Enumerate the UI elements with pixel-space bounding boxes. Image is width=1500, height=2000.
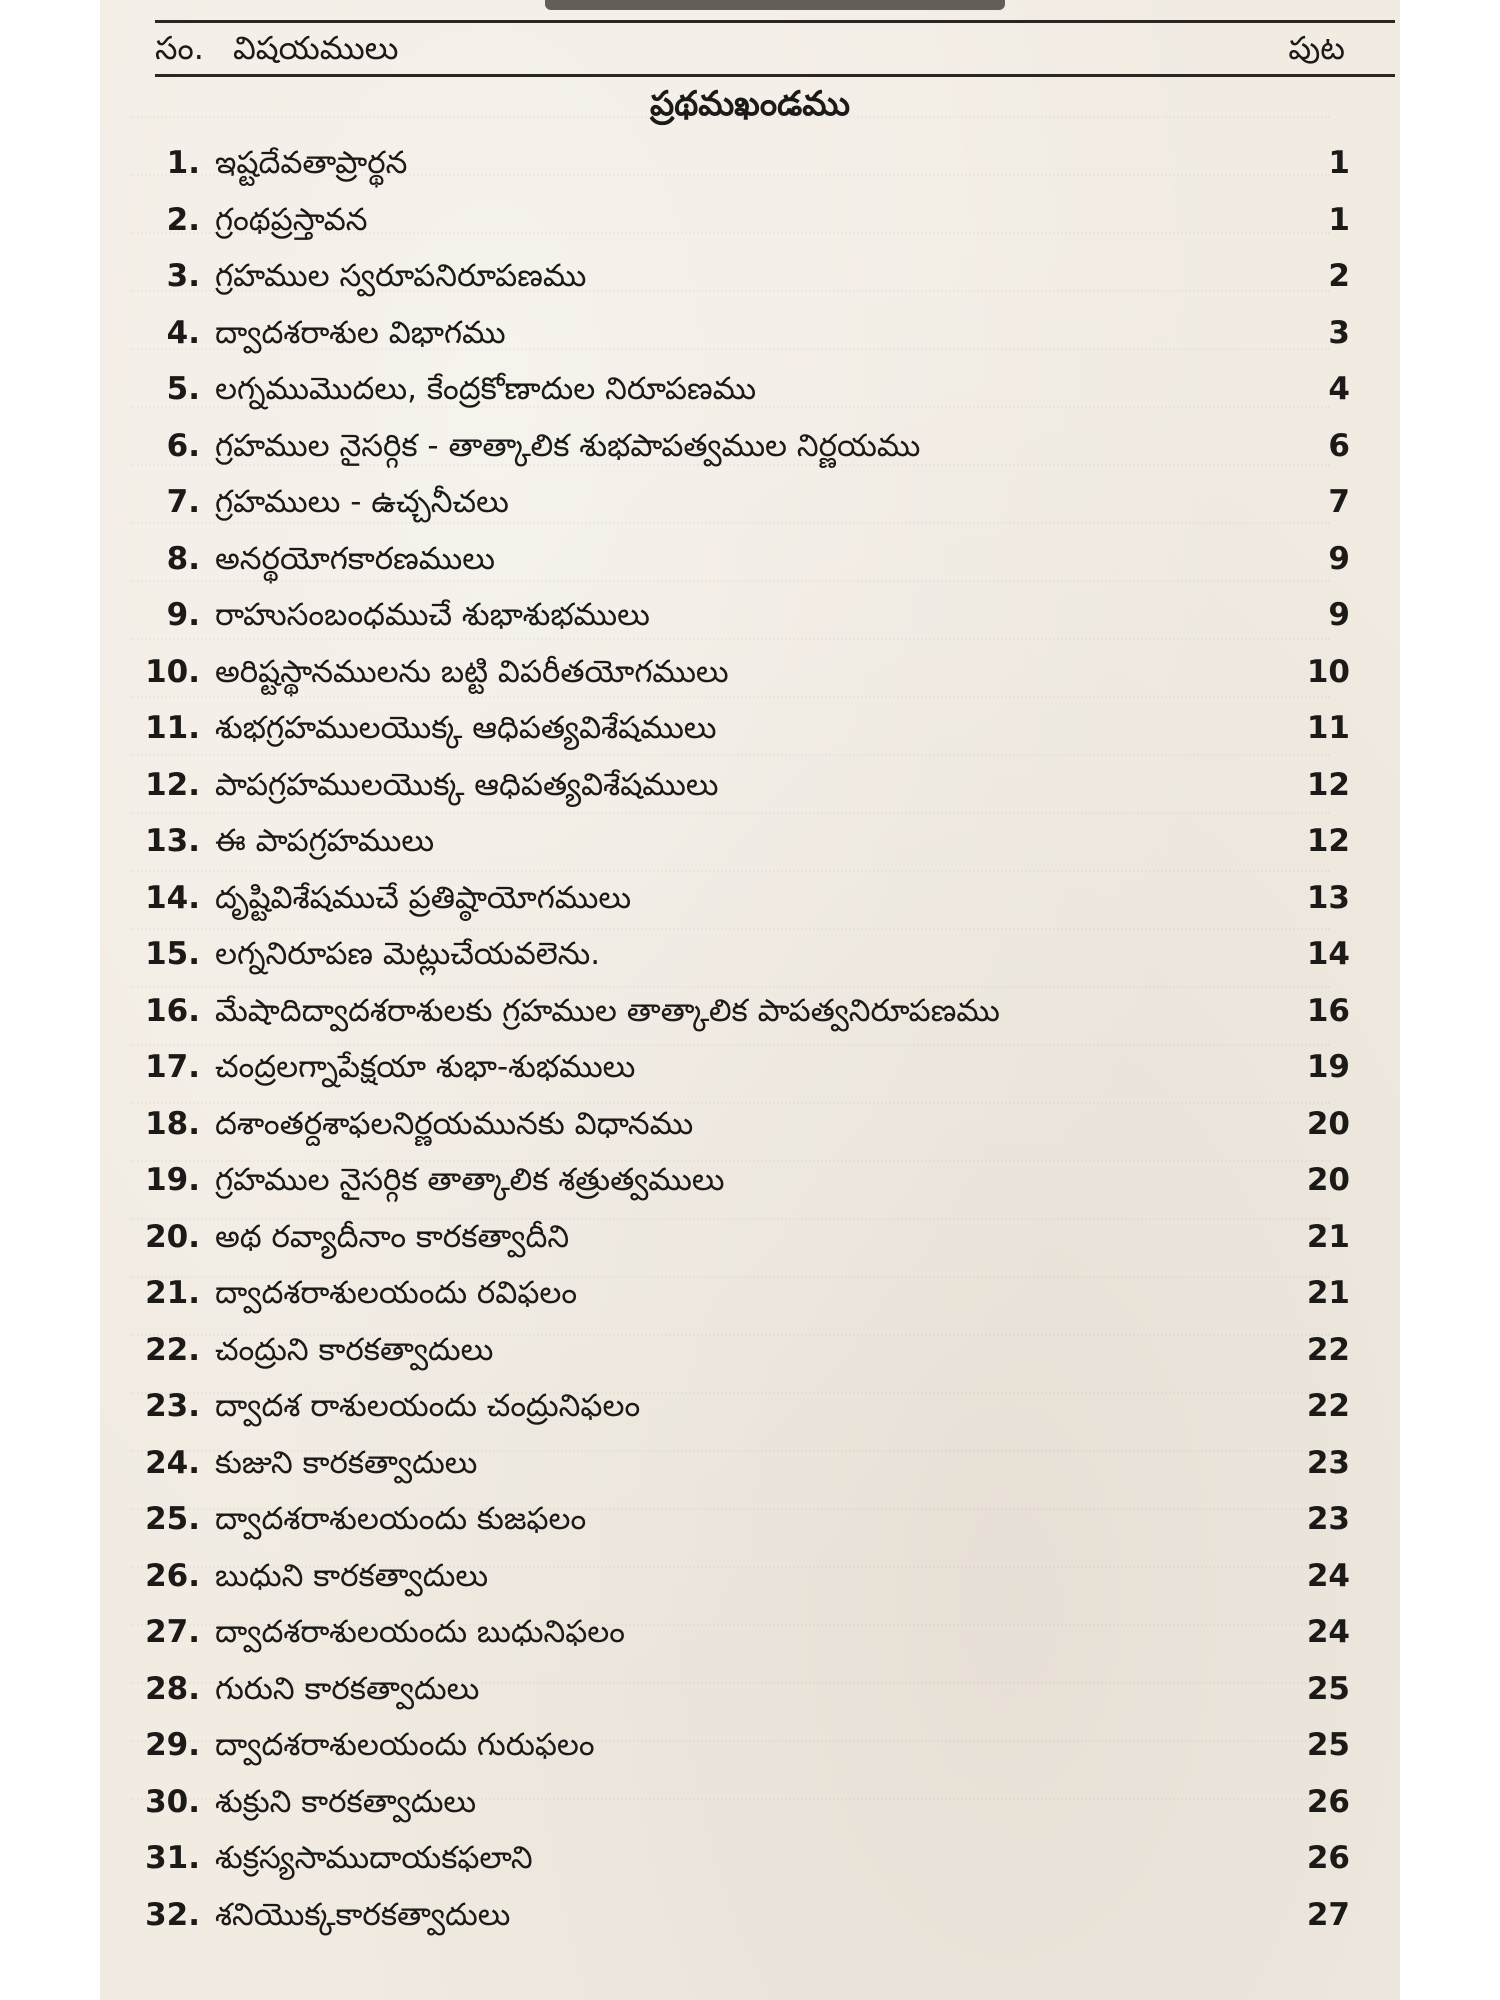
- toc-entry: [135, 1491, 1350, 1548]
- toc-entry-title: ద్వాదశరాశులయందు కుజఫలం: [215, 1501, 587, 1537]
- toc-entry-number: 2.: [166, 201, 200, 238]
- toc-entry: [135, 1152, 1350, 1209]
- toc-entry-page: 4: [1328, 371, 1350, 407]
- toc-entry: [135, 135, 1350, 192]
- toc-entry-page: 22: [1306, 1388, 1350, 1424]
- toc-entry-number: 12.: [145, 766, 200, 803]
- toc-entry-title: గ్రహముల స్వరూపనిరూపణము: [215, 258, 587, 294]
- toc-entry-number: 5.: [166, 371, 200, 407]
- toc-entry-number: 32.: [145, 1896, 200, 1933]
- toc-entry-title: చంద్రుని కారకత్వాదులు: [215, 1331, 494, 1368]
- toc-entry: [135, 926, 1350, 983]
- toc-entry: [135, 248, 1350, 305]
- toc-entry: [135, 700, 1350, 757]
- toc-entry-page: 6: [1328, 427, 1350, 464]
- toc-entry-number: 7.: [166, 484, 200, 520]
- section-title: ప్రథమఖండము: [650, 84, 850, 124]
- toc-entry-page: 13: [1306, 879, 1350, 916]
- header-number-label: సం.: [155, 29, 204, 67]
- toc-entry-title: ద్వాదశరాశులయందు గురుఫలం: [215, 1727, 595, 1763]
- toc-entry-number: 17.: [145, 1049, 200, 1085]
- toc-entry-title: ఇష్టదేవతాప్రార్థన: [215, 145, 408, 181]
- toc-entry-number: 18.: [145, 1105, 200, 1142]
- toc-entry-title: అరిష్టస్థానములను బట్టి విపరీతయోగములు: [215, 653, 729, 690]
- toc-entry-title: శుభగ్రహములయొక్క ఆధిపత్యవిశేషములు: [215, 710, 717, 746]
- toc-entry-title: బుధుని కారకత్వాదులు: [215, 1557, 489, 1594]
- toc-entry-page: 22: [1306, 1331, 1350, 1368]
- toc-entry-title: అనర్థయోగకారణములు: [215, 540, 495, 577]
- toc-entry-page: 11: [1306, 710, 1350, 746]
- toc-entry-title: అథ రవ్యాదీనాం కారకత్వాదీని: [215, 1218, 570, 1255]
- toc-entry-page: 7: [1328, 484, 1350, 520]
- toc-entry-number: 11.: [145, 710, 200, 746]
- toc-entry-page: 23: [1306, 1501, 1350, 1537]
- toc-entry-title: గ్రహములు - ఉచ్చనీచలు: [215, 484, 509, 520]
- toc-entry-title: గ్రంథప్రస్తావన: [215, 201, 368, 238]
- header-subject-label: విషయములు: [233, 29, 399, 67]
- toc-entry: [135, 474, 1350, 531]
- toc-entry: [135, 1661, 1350, 1718]
- toc-entry-number: 21.: [145, 1275, 200, 1311]
- toc-header-row: [155, 24, 1345, 72]
- toc-entry-page: 12: [1306, 823, 1350, 859]
- toc-entry-number: 13.: [145, 823, 200, 859]
- toc-entry-title: మేషాదిద్వాదశరాశులకు గ్రహముల తాత్కాలిక పాపత్వనిరూపణము: [215, 992, 1000, 1029]
- toc-entry-number: 26.: [145, 1557, 200, 1594]
- toc-entry-page: 16: [1306, 992, 1350, 1029]
- toc-entry-title: పాపగ్రహములయొక్క ఆధిపత్యవిశేషములు: [215, 766, 719, 803]
- toc-entry-page: 20: [1306, 1105, 1350, 1142]
- toc-entry-page: 25: [1306, 1727, 1350, 1763]
- toc-entry-title: శుక్రస్యసాముదాయకఫలాని: [215, 1840, 533, 1876]
- toc-entry: [135, 1887, 1350, 1944]
- toc-entry-title: లగ్ననిరూపణ మెట్లుచేయవలెను.: [215, 936, 601, 972]
- toc-entry: [135, 1604, 1350, 1661]
- toc-entry-number: 14.: [145, 879, 200, 916]
- toc-entry: [135, 813, 1350, 870]
- toc-entry-number: 20.: [145, 1218, 200, 1255]
- table-of-contents: [135, 135, 1350, 1943]
- toc-entry: [135, 870, 1350, 927]
- toc-entry: [135, 1548, 1350, 1605]
- header-top-rule: [155, 20, 1395, 23]
- toc-entry-page: 26: [1306, 1840, 1350, 1876]
- toc-entry-page: 14: [1306, 936, 1350, 972]
- toc-entry-number: 9.: [166, 597, 200, 633]
- toc-entry-title: చంద్రలగ్నాపేక్షయా శుభా-శుభములు: [215, 1049, 636, 1085]
- toc-entry: [135, 418, 1350, 475]
- toc-entry-number: 1.: [166, 145, 200, 181]
- toc-entry: [135, 1209, 1350, 1266]
- toc-entry-number: 28.: [145, 1670, 200, 1707]
- toc-entry-title: లగ్నముమొదలు, కేంద్రకోణాదుల నిరూపణము: [215, 371, 757, 407]
- toc-entry-title: గురుని కారకత్వాదులు: [215, 1670, 480, 1707]
- toc-entry-page: 1: [1328, 145, 1350, 181]
- toc-entry: [135, 305, 1350, 362]
- toc-entry-number: 29.: [145, 1727, 200, 1763]
- toc-entry-number: 6.: [166, 427, 200, 464]
- toc-entry-page: 26: [1306, 1783, 1350, 1820]
- toc-entry: [135, 1435, 1350, 1492]
- toc-entry-page: 23: [1306, 1444, 1350, 1481]
- toc-entry-number: 4.: [166, 314, 200, 351]
- toc-entry: [135, 1774, 1350, 1831]
- toc-entry-page: 2: [1328, 258, 1350, 294]
- toc-entry-page: 12: [1306, 766, 1350, 803]
- toc-entry-page: 9: [1328, 540, 1350, 577]
- toc-entry-page: 24: [1306, 1614, 1350, 1650]
- toc-entry-title: ద్వాదశరాశులయందు బుధునిఫలం: [215, 1614, 626, 1650]
- toc-entry: [135, 531, 1350, 588]
- toc-entry-page: 9: [1328, 597, 1350, 633]
- toc-entry-number: 22.: [145, 1331, 200, 1368]
- toc-entry-title: శనియొక్కకారకత్వాదులు: [215, 1896, 511, 1933]
- toc-entry-page: 25: [1306, 1670, 1350, 1707]
- toc-entry: [135, 1039, 1350, 1096]
- toc-entry-title: దశాంతర్దశాఫలనిర్ణయమునకు విధానము: [215, 1105, 694, 1142]
- toc-entry-title: ద్వాదశరాశులయందు రవిఫలం: [215, 1275, 578, 1311]
- toc-entry: [135, 587, 1350, 644]
- toc-entry: [135, 1322, 1350, 1379]
- toc-entry-number: 16.: [145, 992, 200, 1029]
- toc-entry-page: 20: [1306, 1162, 1350, 1198]
- toc-entry-number: 3.: [166, 258, 200, 294]
- toc-entry: [135, 644, 1350, 701]
- toc-entry-number: 10.: [145, 653, 200, 690]
- toc-entry-number: 15.: [145, 936, 200, 972]
- toc-entry-number: 25.: [145, 1501, 200, 1537]
- toc-entry-page: 24: [1306, 1557, 1350, 1594]
- toc-entry-title: శుక్రుని కారకత్వాదులు: [215, 1783, 477, 1820]
- toc-entry-page: 3: [1328, 314, 1350, 351]
- toc-entry: [135, 1717, 1350, 1774]
- toc-entry: [135, 983, 1350, 1040]
- toc-entry-title: గ్రహముల నైసర్గిక - తాత్కాలిక శుభపాపత్వముల నిర్ణయము: [215, 427, 921, 464]
- toc-entry-title: ద్వాదశ రాశులయందు చంద్రునిఫలం: [215, 1388, 641, 1424]
- header-bottom-rule: [155, 74, 1395, 77]
- toc-entry-page: 21: [1306, 1218, 1350, 1255]
- toc-entry-number: 19.: [145, 1162, 200, 1198]
- toc-entry: [135, 361, 1350, 418]
- toc-entry-number: 24.: [145, 1444, 200, 1481]
- toc-entry: [135, 1378, 1350, 1435]
- toc-entry-number: 30.: [145, 1783, 200, 1820]
- toc-entry-title: దృష్టివిశేషముచే ప్రతిష్ఠాయోగములు: [215, 879, 632, 916]
- toc-entry: [135, 192, 1350, 249]
- header-page-label: పుట: [1288, 29, 1345, 67]
- toc-entry: [135, 1830, 1350, 1887]
- toc-entry: [135, 1265, 1350, 1322]
- toc-entry-title: ఈ పాపగ్రహములు: [215, 823, 435, 859]
- toc-entry-number: 8.: [166, 540, 200, 577]
- cropped-top-heading-fragment: [545, 0, 1005, 10]
- toc-entry-title: రాహుసంబంధముచే శుభాశుభములు: [215, 597, 650, 633]
- toc-entry-page: 1: [1328, 201, 1350, 238]
- toc-entry-page: 21: [1306, 1275, 1350, 1311]
- toc-entry-number: 27.: [145, 1614, 200, 1650]
- toc-entry: [135, 1096, 1350, 1153]
- toc-entry-page: 19: [1306, 1049, 1350, 1085]
- toc-entry-title: గ్రహముల నైసర్గిక తాత్కాలిక శత్రుత్వములు: [215, 1162, 725, 1198]
- toc-entry-page: 10: [1306, 653, 1350, 690]
- toc-entry-number: 31.: [145, 1840, 200, 1876]
- toc-entry-title: ద్వాదశరాశుల విభాగము: [215, 314, 506, 351]
- toc-entry-page: 27: [1306, 1896, 1350, 1933]
- toc-entry-title: కుజుని కారకత్వాదులు: [215, 1444, 478, 1481]
- toc-entry: [135, 757, 1350, 814]
- toc-entry-number: 23.: [145, 1388, 200, 1424]
